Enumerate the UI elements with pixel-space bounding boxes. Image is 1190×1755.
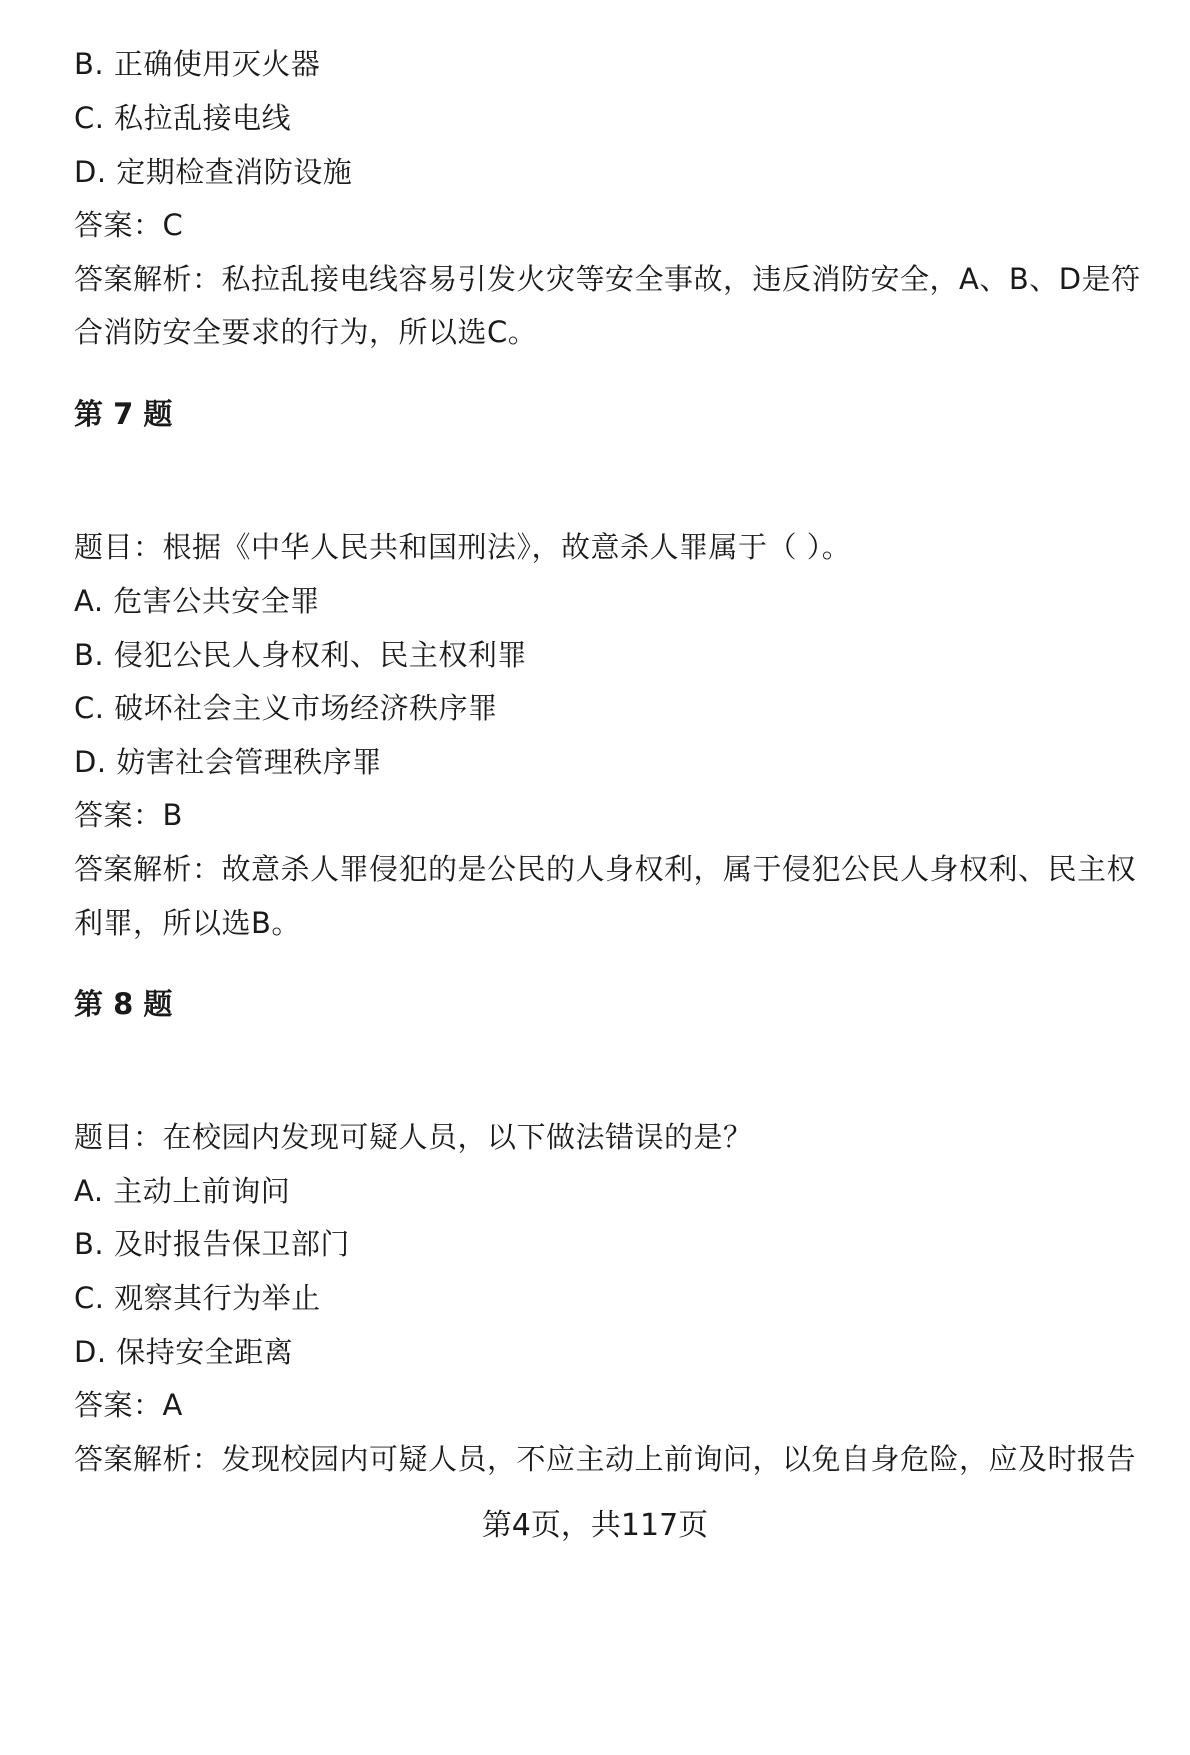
q7-question: 题目：根据《中华人民共和国刑法》，故意杀人罪属于（ ）。: [74, 530, 852, 564]
q6-answer: 答案：C: [74, 208, 184, 242]
q6-option-c: C. 私拉乱接电线: [74, 101, 292, 135]
q8-heading: 第 8 题: [74, 987, 173, 1021]
q7-option-b: B. 侵犯公民人身权利、民主权利罪: [74, 638, 527, 672]
q7-option-a: A. 危害公共安全罪: [74, 584, 320, 618]
q7-heading: 第 7 题: [74, 397, 173, 431]
q7-answer: 答案：B: [74, 798, 183, 832]
q8-question: 题目：在校园内发现可疑人员，以下做法错误的是？: [74, 1120, 753, 1154]
q8-option-c: C. 观察其行为举止: [74, 1281, 321, 1315]
q8-option-b: B. 及时报告保卫部门: [74, 1227, 350, 1261]
q8-explanation-line-1: 答案解析：发现校园内可疑人员，不应主动上前询问，以免自身危险，应及时报告: [74, 1442, 1137, 1476]
q6-explanation-line-1: 答案解析：私拉乱接电线容易引发火灾等安全事故，违反消防安全，A、B、D是符: [74, 262, 1141, 296]
q8-option-d: D. 保持安全距离: [74, 1335, 294, 1369]
q7-option-c: C. 破坏社会主义市场经济秩序罪: [74, 691, 498, 725]
q7-explanation-line-2: 利罪，所以选B。: [74, 906, 301, 940]
q6-option-d: D. 定期检查消防设施: [74, 155, 353, 189]
q7-option-d: D. 妨害社会管理秩序罪: [74, 745, 382, 779]
page-number: 第4页，共117页: [481, 1508, 709, 1543]
q6-option-b: B. 正确使用灭火器: [74, 47, 321, 81]
q7-explanation-line-1: 答案解析：故意杀人罪侵犯的是公民的人身权利，属于侵犯公民人身权利、民主权: [74, 852, 1137, 886]
q8-answer: 答案：A: [74, 1388, 183, 1422]
q6-explanation-line-2: 合消防安全要求的行为，所以选C。: [74, 315, 538, 349]
q8-option-a: A. 主动上前询问: [74, 1174, 291, 1208]
